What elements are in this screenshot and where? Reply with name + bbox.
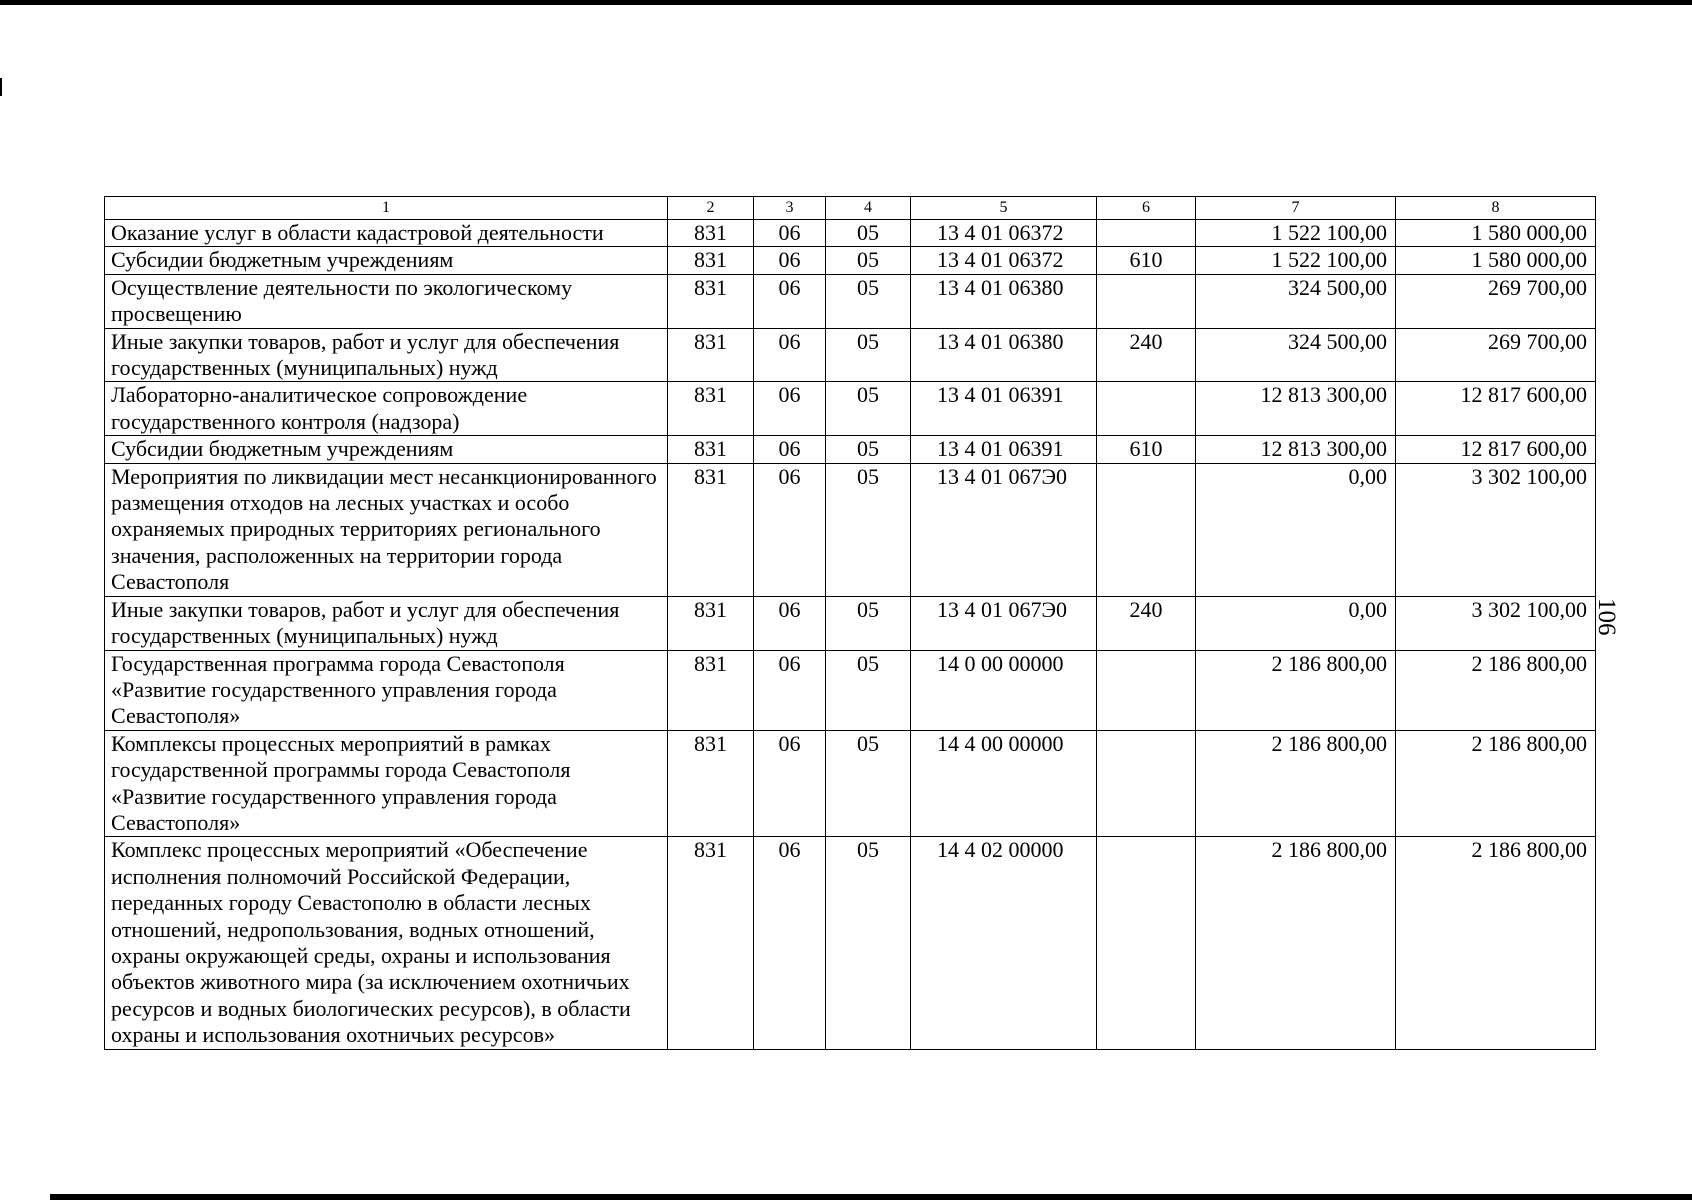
row-csr: 13 4 01 067Э0 [911,596,1097,650]
row-sum-2: 3 302 100,00 [1396,596,1596,650]
row-name: Комплексы процессных мероприятий в рамках государственной программы города Севастополя «Развитие государственного управления города Севастополя» [105,730,668,837]
row-name: Иные закупки товаров, работ и услуг для обеспечения государственных (муниципальных) нужд [105,596,668,650]
header-col-5: 5 [911,197,1097,220]
row-sum-2: 269 700,00 [1396,328,1596,382]
row-sum-1: 2 186 800,00 [1196,650,1396,730]
header-row [105,197,1596,220]
row-sum-1: 324 500,00 [1196,274,1396,328]
header-col-2: 2 [668,197,754,220]
row-sum-2: 2 186 800,00 [1396,837,1596,1049]
row-rz: 06 [754,328,826,382]
row-rz: 06 [754,436,826,463]
row-rz: 06 [754,837,826,1049]
table-row [105,328,1596,382]
table-row [105,274,1596,328]
row-sum-2: 269 700,00 [1396,274,1596,328]
header-col-3: 3 [754,197,826,220]
row-sum-2: 1 580 000,00 [1396,220,1596,247]
row-csr: 14 0 00 00000 [911,650,1097,730]
row-vr [1097,274,1196,328]
row-ved: 831 [668,382,754,436]
header-col-4: 4 [826,197,911,220]
page-number: 106 [1593,598,1620,636]
header-col-6: 6 [1097,197,1196,220]
row-vr [1097,220,1196,247]
table-row [105,596,1596,650]
row-csr: 14 4 02 00000 [911,837,1097,1049]
row-pr: 05 [826,382,911,436]
row-ved: 831 [668,436,754,463]
table-row [105,382,1596,436]
row-ved: 831 [668,463,754,596]
row-name: Субсидии бюджетным учреждениям [105,436,668,463]
row-sum-1: 1 522 100,00 [1196,247,1396,274]
row-rz: 06 [754,650,826,730]
row-sum-2: 3 302 100,00 [1396,463,1596,596]
row-vr [1097,650,1196,730]
row-name: Комплекс процессных мероприятий «Обеспечение исполнения полномочий Российской Федерации, переданных городу Севастополю в области лесных отношений, недропользования, водных отношений, охраны окружающей среды, охраны и использования объектов животного мира (за исключением охотничьих ресурсов и водных биологических ресурсов), в области охраны и использования охотничьих ресурсов» [105,837,668,1049]
row-sum-1: 1 522 100,00 [1196,220,1396,247]
row-rz: 06 [754,220,826,247]
row-vr [1097,730,1196,837]
row-ved: 831 [668,328,754,382]
row-rz: 06 [754,382,826,436]
bottom-border-rule [50,1194,1692,1200]
row-sum-1: 12 813 300,00 [1196,436,1396,463]
row-csr: 13 4 01 06372 [911,247,1097,274]
table-row [105,463,1596,596]
row-vr: 240 [1097,328,1196,382]
row-pr: 05 [826,650,911,730]
table-row [105,650,1596,730]
row-rz: 06 [754,247,826,274]
row-sum-2: 2 186 800,00 [1396,650,1596,730]
row-name: Иные закупки товаров, работ и услуг для обеспечения государственных (муниципальных) нужд [105,328,668,382]
row-sum-1: 2 186 800,00 [1196,730,1396,837]
row-pr: 05 [826,220,911,247]
row-name: Субсидии бюджетным учреждениям [105,247,668,274]
table-row [105,220,1596,247]
row-name: Мероприятия по ликвидации мест несанкционированного размещения отходов на лесных участках и особо охраняемых природных территориях регионального значения, расположенных на территории города Севастополя [105,463,668,596]
row-vr: 610 [1097,247,1196,274]
left-edge-mark [0,78,2,96]
row-name: Оказание услуг в области кадастровой деятельности [105,220,668,247]
row-pr: 05 [826,730,911,837]
row-vr [1097,837,1196,1049]
budget-table [104,196,1596,1050]
row-csr: 13 4 01 06391 [911,382,1097,436]
row-csr: 14 4 00 00000 [911,730,1097,837]
row-sum-2: 12 817 600,00 [1396,382,1596,436]
table-row [105,837,1596,1049]
row-vr: 240 [1097,596,1196,650]
row-csr: 13 4 01 06391 [911,436,1097,463]
row-rz: 06 [754,596,826,650]
row-csr: 13 4 01 06380 [911,328,1097,382]
row-rz: 06 [754,463,826,596]
top-border-rule [0,0,1692,5]
table-row [105,436,1596,463]
header-col-1: 1 [105,197,668,220]
table-row [105,730,1596,837]
row-rz: 06 [754,730,826,837]
row-csr: 13 4 01 06372 [911,220,1097,247]
row-ved: 831 [668,730,754,837]
row-pr: 05 [826,837,911,1049]
row-ved: 831 [668,220,754,247]
row-vr: 610 [1097,436,1196,463]
row-sum-1: 0,00 [1196,596,1396,650]
row-pr: 05 [826,596,911,650]
row-pr: 05 [826,463,911,596]
row-csr: 13 4 01 067Э0 [911,463,1097,596]
row-pr: 05 [826,247,911,274]
row-ved: 831 [668,247,754,274]
header-col-8: 8 [1396,197,1596,220]
row-name: Осуществление деятельности по экологическому просвещению [105,274,668,328]
row-sum-1: 0,00 [1196,463,1396,596]
table-row [105,247,1596,274]
row-pr: 05 [826,328,911,382]
row-csr: 13 4 01 06380 [911,274,1097,328]
row-rz: 06 [754,274,826,328]
row-sum-2: 2 186 800,00 [1396,730,1596,837]
row-ved: 831 [668,650,754,730]
row-ved: 831 [668,596,754,650]
row-name: Государственная программа города Севастополя «Развитие государственного управления города Севастополя» [105,650,668,730]
row-sum-1: 2 186 800,00 [1196,837,1396,1049]
row-pr: 05 [826,274,911,328]
row-ved: 831 [668,274,754,328]
row-sum-2: 1 580 000,00 [1396,247,1596,274]
row-vr [1097,463,1196,596]
row-sum-1: 324 500,00 [1196,328,1396,382]
row-name: Лабораторно-аналитическое сопровождение государственного контроля (надзора) [105,382,668,436]
row-pr: 05 [826,436,911,463]
header-col-7: 7 [1196,197,1396,220]
row-sum-1: 12 813 300,00 [1196,382,1396,436]
row-vr [1097,382,1196,436]
row-ved: 831 [668,837,754,1049]
row-sum-2: 12 817 600,00 [1396,436,1596,463]
